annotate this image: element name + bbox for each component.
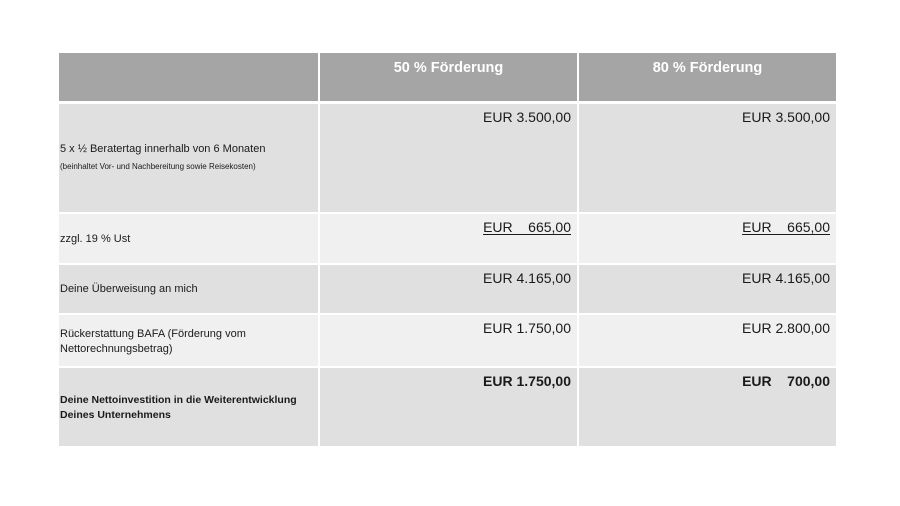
header-cell-80-percent: 80 % Förderung	[579, 53, 836, 101]
value-cell-80	[579, 265, 836, 313]
value-cell-80	[579, 315, 836, 366]
row-label: 5 x ½ Beratertag innerhalb von 6 Monaten	[60, 143, 266, 155]
row-label-cell	[59, 214, 318, 263]
table-row-consulting	[59, 104, 836, 212]
row-label-cell	[59, 368, 318, 446]
amount-50: EUR 1.750,00	[483, 320, 571, 336]
amount-80: EUR 4.165,00	[742, 270, 830, 286]
value-cell-80	[579, 104, 836, 212]
value-cell-80	[579, 368, 836, 446]
amount-50: EUR 1.750,00	[483, 373, 571, 389]
amount-80: EUR 700,00	[742, 373, 830, 389]
value-cell-50	[320, 214, 577, 263]
row-label-cell	[59, 265, 318, 313]
table-row-transfer	[59, 265, 836, 313]
row-label: Rückerstattung BAFA (Förderung vom Nettorechnungsbetrag)	[60, 328, 246, 355]
row-label: zzgl. 19 % Ust	[60, 233, 131, 245]
amount-80: EUR 3.500,00	[742, 109, 830, 125]
amount-50: EUR 665,00	[483, 219, 571, 235]
pricing-table	[59, 53, 836, 446]
header-cell-50-percent: 50 % Förderung	[320, 53, 577, 101]
value-cell-50	[320, 265, 577, 313]
row-label-cell	[59, 104, 318, 212]
table-row-bafa-refund	[59, 315, 836, 366]
amount-80: EUR 2.800,00	[742, 320, 830, 336]
row-sublabel: (beinhaltet Vor- und Nachbereitung sowie Reisekosten)	[60, 162, 256, 171]
value-cell-50	[320, 104, 577, 212]
row-label: Deine Nettoinvestition in die Weiterentwicklung Deines Unternehmens	[60, 394, 297, 421]
table-header-row	[59, 53, 836, 101]
value-cell-50	[320, 315, 577, 366]
amount-50: EUR 4.165,00	[483, 270, 571, 286]
row-label-cell	[59, 315, 318, 366]
table-row-vat	[59, 214, 836, 263]
row-label: Deine Überweisung an mich	[60, 283, 198, 295]
table-row-net-investment	[59, 368, 836, 446]
amount-80: EUR 665,00	[742, 219, 830, 235]
value-cell-50	[320, 368, 577, 446]
header-cell-empty	[59, 53, 318, 101]
amount-50: EUR 3.500,00	[483, 109, 571, 125]
value-cell-80	[579, 214, 836, 263]
